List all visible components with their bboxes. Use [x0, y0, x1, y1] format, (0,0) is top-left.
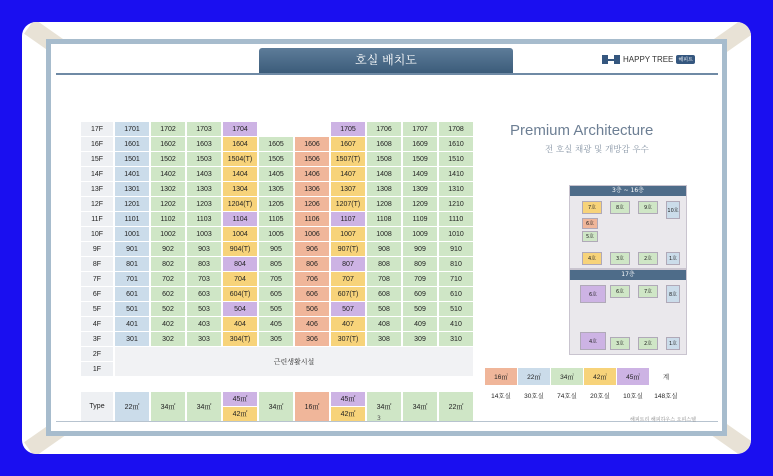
- unit-cell: 703: [187, 272, 221, 286]
- unit-cell: 1008: [367, 227, 401, 241]
- type-cell-dual: [223, 392, 257, 421]
- room-5: 5호: [582, 231, 598, 242]
- unit-cell: 1101: [115, 212, 149, 226]
- unit-cell: 1706: [367, 122, 401, 136]
- summary-header: 42㎡: [584, 368, 616, 385]
- summary-header: 16㎡: [485, 368, 517, 385]
- unit-cell: 402: [151, 317, 185, 331]
- unit-cell: 1007: [331, 227, 365, 241]
- unit-cell: 407: [331, 317, 365, 331]
- unit-cell: 1701: [115, 122, 149, 136]
- brand-logo: [602, 55, 695, 64]
- type-label: Type: [81, 392, 113, 421]
- unit-cell: 309: [403, 332, 437, 346]
- floor-label: 14F: [81, 167, 113, 181]
- unit-cell: 1201: [115, 197, 149, 211]
- unit-cell: 504: [223, 302, 257, 316]
- unit-cell: 1302: [151, 182, 185, 196]
- unit-cell: 310: [439, 332, 473, 346]
- unit-layout-table: [81, 122, 473, 421]
- unit-cell: 908: [367, 242, 401, 256]
- unit-cell: 1606: [295, 137, 329, 151]
- unit-cell: 1707: [403, 122, 437, 136]
- premium-title: Premium Architecture: [510, 122, 654, 139]
- unit-cell: 606: [295, 287, 329, 301]
- unit-cell: 1208: [367, 197, 401, 211]
- unit-cell: 1702: [151, 122, 185, 136]
- room-1: 1호: [666, 337, 680, 350]
- unit-cell: 704: [223, 272, 257, 286]
- summary-header: 22㎡: [518, 368, 550, 385]
- summary-header: 45㎡: [617, 368, 649, 385]
- unit-cell: 903: [187, 242, 221, 256]
- floor-label: 1F: [81, 362, 113, 376]
- summary-header: 계: [650, 368, 682, 385]
- unit-cell: 302: [151, 332, 185, 346]
- type-size: 34㎡: [151, 392, 185, 421]
- unit-cell: 709: [403, 272, 437, 286]
- logo-icon: [602, 55, 620, 64]
- unit-cell: 608: [367, 287, 401, 301]
- type-size: 45㎡: [223, 392, 257, 406]
- type-size: 22㎡: [115, 392, 149, 421]
- page-number: 3: [377, 415, 381, 422]
- unit-cell: 1504(T): [223, 152, 257, 166]
- room-6b: 6호: [610, 285, 630, 298]
- unit-cell: 1001: [115, 227, 149, 241]
- unit-cell: 603: [187, 287, 221, 301]
- type-cell-dual: [331, 392, 365, 421]
- unit-cell: 1004: [223, 227, 257, 241]
- type-size: 45㎡: [331, 392, 365, 406]
- unit-cell: 1102: [151, 212, 185, 226]
- type-size: 34㎡: [403, 392, 437, 421]
- unit-cell: 804: [223, 257, 257, 271]
- unit-cell: 1603: [187, 137, 221, 151]
- unit-cell: 801: [115, 257, 149, 271]
- floor-plan-heading: 3층 ~ 16층: [570, 186, 686, 196]
- unit-cell: 408: [367, 317, 401, 331]
- room-6: 6호: [582, 218, 598, 229]
- unit-cell: 401: [115, 317, 149, 331]
- type-size: 34㎡: [187, 392, 221, 421]
- unit-cell: 1605: [259, 137, 293, 151]
- unit-cell: 1610: [439, 137, 473, 151]
- unit-cell: 1509: [403, 152, 437, 166]
- unit-cell: 706: [295, 272, 329, 286]
- row-spacer: [81, 377, 473, 380]
- unit-cell: 503: [187, 302, 221, 316]
- room-9: 9호: [638, 201, 658, 214]
- unit-cell: 810: [439, 257, 473, 271]
- unit-cell: 1106: [295, 212, 329, 226]
- unit-cell: 805: [259, 257, 293, 271]
- floor-label: 11F: [81, 212, 113, 226]
- unit-cell: 410: [439, 317, 473, 331]
- brand-tag: 해피트: [678, 57, 693, 63]
- unit-cell: 1705: [331, 122, 365, 136]
- document-sheet: [22, 22, 751, 454]
- brand-name: HAPPY TREE: [623, 55, 674, 64]
- summary-value: 20호실: [584, 387, 616, 404]
- unit-cell: 708: [367, 272, 401, 286]
- floor-label: 6F: [81, 287, 113, 301]
- unit-cell: 510: [439, 302, 473, 316]
- unit-cell: 409: [403, 317, 437, 331]
- unit-cell: 1608: [367, 137, 401, 151]
- floor-label: 5F: [81, 302, 113, 316]
- unit-cell: 1003: [187, 227, 221, 241]
- floor-label: 12F: [81, 197, 113, 211]
- floor-label: 8F: [81, 257, 113, 271]
- room-1: 1호: [666, 252, 680, 265]
- unit-cell: 809: [403, 257, 437, 271]
- unit-cell: 1207(T): [331, 197, 365, 211]
- unit-cell: 1308: [367, 182, 401, 196]
- unit-cell: 1604: [223, 137, 257, 151]
- summary-header: 34㎡: [551, 368, 583, 385]
- commercial-area: 근린생활시설: [115, 347, 473, 376]
- unit-count-summary: [485, 368, 682, 404]
- room-7: 7호: [582, 201, 602, 214]
- unit-cell: 404: [223, 317, 257, 331]
- unit-cell: 1104: [223, 212, 257, 226]
- summary-value: 74호실: [551, 387, 583, 404]
- unit-cell: 901: [115, 242, 149, 256]
- unit-cell: 1403: [187, 167, 221, 181]
- type-size: 42㎡: [331, 407, 365, 421]
- room-3: 3호: [610, 337, 630, 350]
- unit-cell: 602: [151, 287, 185, 301]
- unit-cell: 508: [367, 302, 401, 316]
- unit-cell: 906: [295, 242, 329, 256]
- summary-value: 14호실: [485, 387, 517, 404]
- unit-cell: 1410: [439, 167, 473, 181]
- room-2: 2호: [638, 252, 658, 265]
- unit-cell: 803: [187, 257, 221, 271]
- floor-label: 13F: [81, 182, 113, 196]
- unit-cell: 301: [115, 332, 149, 346]
- unit-cell: 403: [187, 317, 221, 331]
- page-title: 호실 배치도: [259, 48, 513, 73]
- unit-cell: 907(T): [331, 242, 365, 256]
- unit-cell: 1110: [439, 212, 473, 226]
- unit-cell: 806: [295, 257, 329, 271]
- unit-cell: 1105: [259, 212, 293, 226]
- room-8: 8호: [610, 201, 630, 214]
- floor-label: 15F: [81, 152, 113, 166]
- unit-cell: [295, 122, 329, 136]
- unit-cell: 1405: [259, 167, 293, 181]
- floor-plan-17f: [569, 269, 687, 355]
- unit-cell: 1202: [151, 197, 185, 211]
- unit-cell: 1502: [151, 152, 185, 166]
- summary-value: 30호실: [518, 387, 550, 404]
- type-size: 16㎡: [295, 392, 329, 421]
- footer-brand: 해피트리 해피하우스 오피스텔: [630, 417, 696, 423]
- type-size: 34㎡: [367, 392, 401, 421]
- unit-cell: 1601: [115, 137, 149, 151]
- floor-label: 9F: [81, 242, 113, 256]
- unit-cell: 506: [295, 302, 329, 316]
- unit-cell: 505: [259, 302, 293, 316]
- unit-cell: 905: [259, 242, 293, 256]
- unit-cell: 1401: [115, 167, 149, 181]
- floor-label: 7F: [81, 272, 113, 286]
- floor-label: 2F: [81, 347, 113, 361]
- room-4: 4호: [582, 252, 602, 265]
- unit-cell: 1505: [259, 152, 293, 166]
- unit-cell: 1303: [187, 182, 221, 196]
- room-3: 3호: [610, 252, 630, 265]
- unit-cell: 307(T): [331, 332, 365, 346]
- unit-cell: 1005: [259, 227, 293, 241]
- type-size: 34㎡: [259, 392, 293, 421]
- footer-divider: [56, 421, 718, 422]
- unit-cell: 802: [151, 257, 185, 271]
- unit-cell: 1409: [403, 167, 437, 181]
- title-underline: [56, 73, 718, 75]
- floor-label: 16F: [81, 137, 113, 151]
- unit-cell: 308: [367, 332, 401, 346]
- unit-cell: 1407: [331, 167, 365, 181]
- unit-cell: 609: [403, 287, 437, 301]
- unit-cell: 1408: [367, 167, 401, 181]
- unit-cell: 1009: [403, 227, 437, 241]
- room-4: 4호: [580, 332, 606, 350]
- premium-subtitle: 전 호실 채광 및 개방감 우수: [545, 145, 649, 155]
- unit-cell: 1108: [367, 212, 401, 226]
- unit-cell: 1301: [115, 182, 149, 196]
- unit-cell: 1404: [223, 167, 257, 181]
- unit-cell: 1002: [151, 227, 185, 241]
- unit-cell: 1305: [259, 182, 293, 196]
- unit-cell: 1501: [115, 152, 149, 166]
- unit-cell: 610: [439, 287, 473, 301]
- unit-cell: 605: [259, 287, 293, 301]
- unit-cell: 507: [331, 302, 365, 316]
- unit-cell: 1210: [439, 197, 473, 211]
- unit-cell: 1510: [439, 152, 473, 166]
- unit-cell: 1103: [187, 212, 221, 226]
- unit-cell: 304(T): [223, 332, 257, 346]
- unit-cell: 1203: [187, 197, 221, 211]
- unit-cell: 1107: [331, 212, 365, 226]
- type-size: 42㎡: [223, 407, 257, 421]
- unit-cell: 509: [403, 302, 437, 316]
- unit-cell: 1507(T): [331, 152, 365, 166]
- unit-cell: 1304: [223, 182, 257, 196]
- unit-cell: 406: [295, 317, 329, 331]
- unit-cell: 1503: [187, 152, 221, 166]
- room-10: 10호: [666, 201, 680, 219]
- unit-cell: 1406: [295, 167, 329, 181]
- unit-cell: 702: [151, 272, 185, 286]
- unit-cell: 1204(T): [223, 197, 257, 211]
- room-7: 7호: [638, 285, 658, 298]
- unit-cell: 607(T): [331, 287, 365, 301]
- unit-cell: 1109: [403, 212, 437, 226]
- unit-cell: 1205: [259, 197, 293, 211]
- unit-cell: 305: [259, 332, 293, 346]
- unit-cell: 807: [331, 257, 365, 271]
- unit-cell: 303: [187, 332, 221, 346]
- unit-cell: 1206: [295, 197, 329, 211]
- unit-cell: 1310: [439, 182, 473, 196]
- unit-cell: 1010: [439, 227, 473, 241]
- type-size: 22㎡: [439, 392, 473, 421]
- unit-cell: 501: [115, 302, 149, 316]
- floor-label: 10F: [81, 227, 113, 241]
- unit-cell: [259, 122, 293, 136]
- unit-cell: 1309: [403, 182, 437, 196]
- unit-cell: 705: [259, 272, 293, 286]
- summary-value: 10호실: [617, 387, 649, 404]
- floor-label: 4F: [81, 317, 113, 331]
- unit-cell: 1306: [295, 182, 329, 196]
- unit-cell: 710: [439, 272, 473, 286]
- floor-plan-heading: 17층: [570, 270, 686, 280]
- unit-cell: 701: [115, 272, 149, 286]
- unit-cell: 909: [403, 242, 437, 256]
- room-8: 8호: [666, 285, 680, 303]
- unit-cell: 904(T): [223, 242, 257, 256]
- unit-cell: 405: [259, 317, 293, 331]
- unit-cell: 502: [151, 302, 185, 316]
- unit-cell: 604(T): [223, 287, 257, 301]
- unit-cell: 1402: [151, 167, 185, 181]
- unit-cell: 902: [151, 242, 185, 256]
- unit-cell: 1602: [151, 137, 185, 151]
- unit-cell: 1708: [439, 122, 473, 136]
- unit-cell: 808: [367, 257, 401, 271]
- unit-cell: 910: [439, 242, 473, 256]
- floor-label: 3F: [81, 332, 113, 346]
- summary-value: 148호실: [650, 387, 682, 404]
- unit-cell: 1703: [187, 122, 221, 136]
- unit-cell: 1006: [295, 227, 329, 241]
- unit-cell: 1508: [367, 152, 401, 166]
- unit-cell: 306: [295, 332, 329, 346]
- floor-plan-typical: [569, 185, 687, 269]
- unit-cell: 1609: [403, 137, 437, 151]
- room-2: 2호: [638, 337, 658, 350]
- unit-cell: 1607: [331, 137, 365, 151]
- unit-cell: 707: [331, 272, 365, 286]
- room-6a: 6호: [580, 285, 606, 303]
- unit-cell: 1209: [403, 197, 437, 211]
- unit-cell: 1506: [295, 152, 329, 166]
- unit-cell: 1704: [223, 122, 257, 136]
- unit-cell: 601: [115, 287, 149, 301]
- floor-label: 17F: [81, 122, 113, 136]
- unit-cell: 1307: [331, 182, 365, 196]
